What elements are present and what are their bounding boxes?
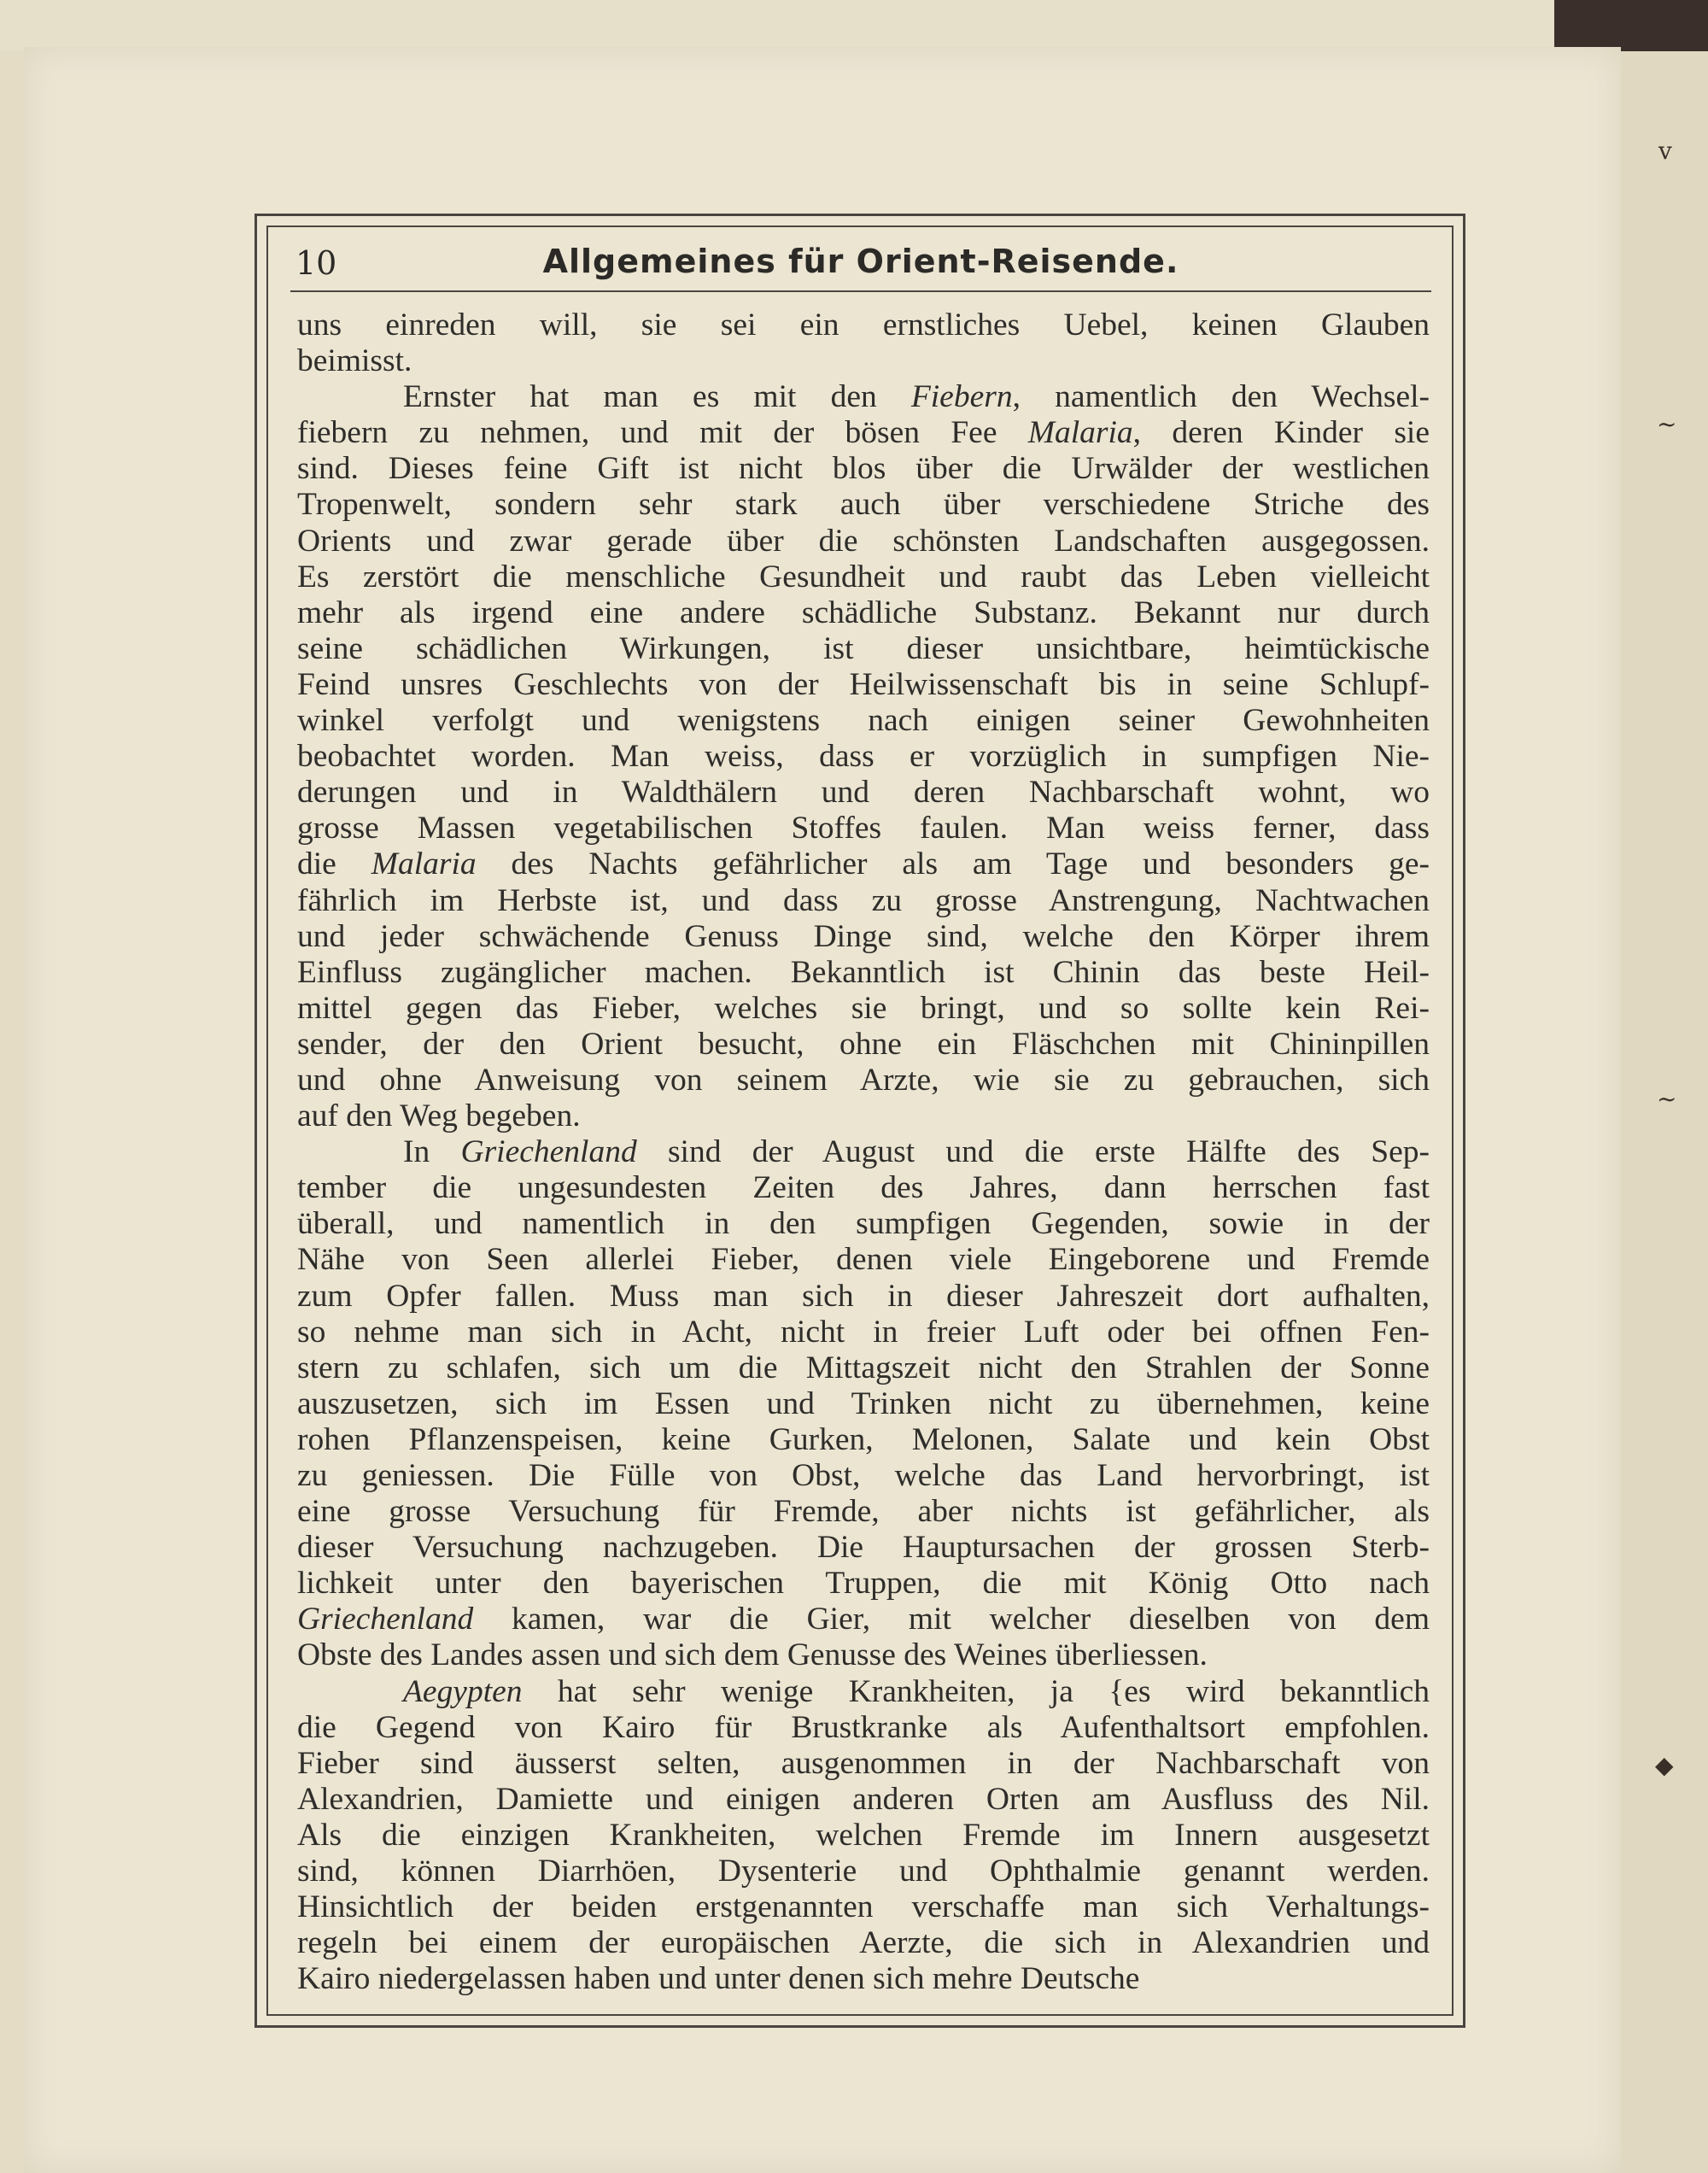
text-line: überall, und namentlich in den sumpfigen Gegenden, sowie in der xyxy=(297,1206,1430,1242)
binding-thread-mark: ~ xyxy=(1657,410,1677,438)
text-line: Aegypten hat sehr wenige Krankheiten, ja {es wird bekanntlich xyxy=(403,1673,1430,1709)
text-line: auszusetzen, sich im Essen und Trinken nicht zu übernehmen, keine xyxy=(297,1385,1430,1421)
text-line: fiebern zu nehmen, und mit der bösen Fee Malaria, deren Kinder sie xyxy=(297,415,1430,451)
text-line: Alexandrien, Damiette und einigen anderen Orten am Ausfluss des Nil. xyxy=(297,1781,1430,1817)
text-line: rohen Pflanzenspeisen, keine Gurken, Melonen, Salate und kein Obst xyxy=(297,1421,1430,1457)
text-line: und ohne Anweisung von seinem Arzte, wie sie zu gebrauchen, sich xyxy=(297,1062,1430,1098)
text-line: Tropenwelt, sondern sehr stark auch über verschiedene Striche des xyxy=(297,487,1430,523)
text-line: beobachtet worden. Man weiss, dass er vorzüglich in sumpfigen Nie- xyxy=(297,739,1430,775)
text-line: und jeder schwächende Genuss Dinge sind, welche den Körper ihrem xyxy=(297,918,1430,954)
page-header xyxy=(290,229,1431,292)
text-line: grosse Massen vegetabilischen Stoffes faulen. Man weiss ferner, dass xyxy=(297,811,1430,846)
running-title: Allgemeines für Orient-Reisende. xyxy=(542,243,1179,280)
text-line: uns einreden will, sie sei ein ernstliches Uebel, keinen Glauben xyxy=(297,308,1430,343)
text-line: derungen und in Waldthälern und deren Nachbarschaft wohnt, wo xyxy=(297,775,1430,811)
text-line: fährlich im Herbste ist, und dass zu grosse Anstrengung, Nachtwachen xyxy=(297,882,1430,918)
text-line: Feind unsres Geschlechts von der Heilwissenschaft bis in seine Schlupf- xyxy=(297,666,1430,702)
text-line: zu geniessen. Die Fülle von Obst, welche das Land hervorbringt, ist xyxy=(297,1458,1430,1493)
text-line: beimisst. xyxy=(297,343,412,379)
text-line: mittel gegen das Fieber, welches sie bringt, und so sollte kein Rei- xyxy=(297,990,1430,1026)
text-line: zum Opfer fallen. Muss man sich in dieser Jahreszeit dort aufhalten, xyxy=(297,1278,1430,1314)
scan-background-top xyxy=(0,0,1708,51)
text-line: Kairo niedergelassen haben und unter denen sich mehre Deutsche xyxy=(297,1961,1140,1997)
text-line: Hinsichtlich der beiden erstgenannten verschaffe man sich Verhaltungs- xyxy=(297,1889,1430,1925)
binding-thread-mark: ~ xyxy=(1657,1085,1677,1113)
text-line: Ernster hat man es mit den Fiebern, namentlich den Wechsel- xyxy=(403,379,1430,415)
text-line: Griechenland kamen, war die Gier, mit welcher dieselben von dem xyxy=(297,1602,1430,1637)
text-line: stern zu schlafen, sich um die Mittagszeit nicht den Strahlen der Sonne xyxy=(297,1350,1430,1385)
text-line: Fieber sind äusserst selten, ausgenommen in der Nachbarschaft von xyxy=(297,1745,1430,1781)
binding-thread-mark: ◆ xyxy=(1655,1751,1674,1779)
text-line: Obste des Landes assen und sich dem Genusse des Weines überliessen. xyxy=(297,1637,1208,1673)
text-line: mehr als irgend eine andere schädliche Substanz. Bekannt nur durch xyxy=(297,594,1430,630)
text-line: seine schädlichen Wirkungen, ist dieser unsichtbare, heimtückische xyxy=(297,630,1430,666)
text-line: eine grosse Versuchung für Fremde, aber nichts ist gefährlicher, als xyxy=(297,1494,1430,1530)
text-line: sender, der den Orient besucht, ohne ein Fläschchen mit Chininpillen xyxy=(297,1026,1430,1062)
scan-background-corner xyxy=(1554,0,1708,51)
text-line: Nähe von Seen allerlei Fieber, denen viele Eingeborene und Fremde xyxy=(297,1242,1430,1278)
text-line: Orients und zwar gerade über die schönsten Landschaften ausgegossen. xyxy=(297,523,1430,559)
text-line: winkel verfolgt und wenigstens nach einigen seiner Gewohnheiten xyxy=(297,703,1430,739)
text-line: regeln bei einem der europäischen Aerzte, die sich in Alexandrien und xyxy=(297,1925,1430,1961)
text-line: lichkeit unter den bayerischen Truppen, die mit König Otto nach xyxy=(297,1566,1430,1602)
text-line: die Malaria des Nachts gefährlicher als am Tage und besonders ge- xyxy=(297,846,1430,882)
text-line: die Gegend von Kairo für Brustkranke als Aufenthaltsort empfohlen. xyxy=(297,1709,1430,1745)
body-text xyxy=(297,308,1430,1997)
binding-thread-mark: v xyxy=(1658,137,1672,165)
text-line: sind, können Diarrhöen, Dysenterie und Ophthalmie genannt werden. xyxy=(297,1854,1430,1889)
text-line: sind. Dieses feine Gift ist nicht blos über die Urwälder der westlichen xyxy=(297,451,1430,487)
text-line: tember die ungesundesten Zeiten des Jahres, dann herrschen fast xyxy=(297,1170,1430,1206)
page-number: 10 xyxy=(295,244,337,282)
text-line: so nehme man sich in Acht, nicht in freier Luft oder bei offnen Fen- xyxy=(297,1314,1430,1350)
adjacent-page-edge xyxy=(1614,51,1708,2173)
text-line: Einfluss zugänglicher machen. Bekanntlich ist Chinin das beste Heil- xyxy=(297,954,1430,990)
text-line: In Griechenland sind der August und die erste Hälfte des Sep- xyxy=(403,1134,1430,1170)
text-line: dieser Versuchung nachzugeben. Die Hauptursachen der grossen Sterb- xyxy=(297,1530,1430,1566)
text-line: auf den Weg begeben. xyxy=(297,1098,581,1134)
text-line: Es zerstört die menschliche Gesundheit und raubt das Leben vielleicht xyxy=(297,559,1430,594)
text-line: Als die einzigen Krankheiten, welchen Fremde im Innern ausgesetzt xyxy=(297,1817,1430,1853)
